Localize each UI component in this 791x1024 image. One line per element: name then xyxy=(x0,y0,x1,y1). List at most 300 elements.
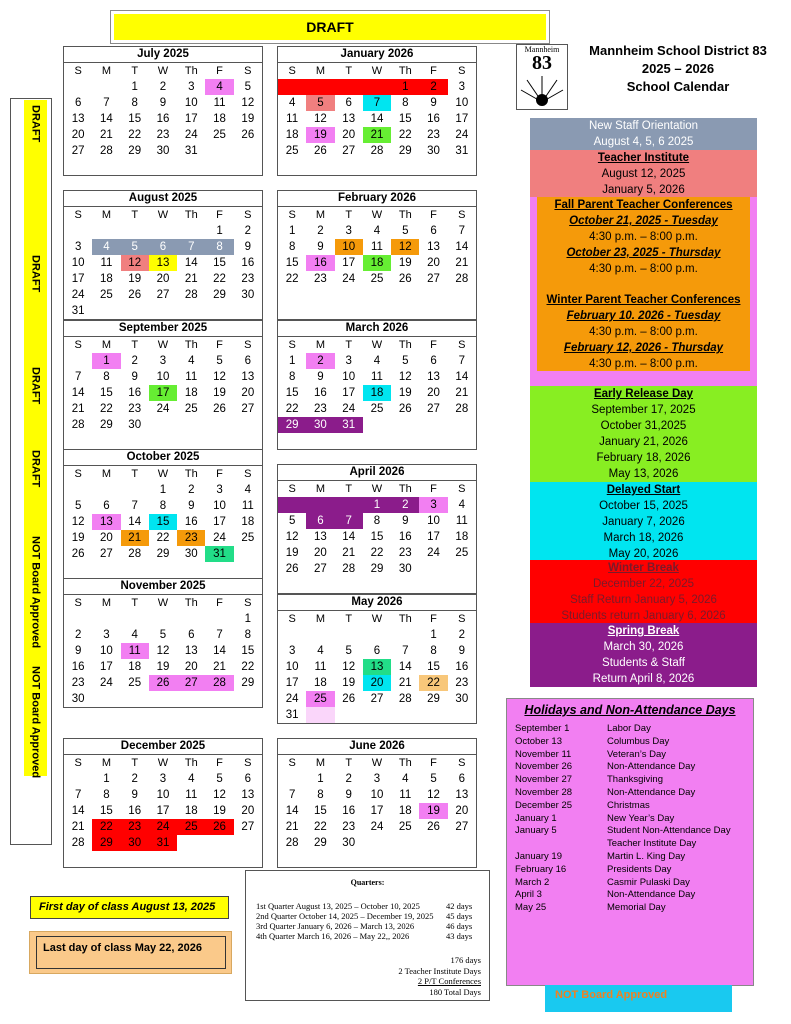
week-row xyxy=(64,417,262,433)
day-cell xyxy=(419,835,447,851)
day-cell xyxy=(64,851,92,867)
day-cell: 21 xyxy=(285,821,299,833)
day-cell: 18 xyxy=(314,677,327,689)
day-cell: 8 xyxy=(244,629,252,641)
day-cell: 13 xyxy=(241,371,255,383)
day-cell: 28 xyxy=(455,273,469,285)
day-cell: 15 xyxy=(398,113,412,125)
day-cell: 28 xyxy=(398,693,412,705)
district-logo xyxy=(516,44,568,110)
day-cell xyxy=(149,433,177,449)
day-cell: 6 xyxy=(430,225,437,237)
day-cell: 28 xyxy=(71,419,85,431)
month-grid xyxy=(63,465,263,579)
weekday-label: W xyxy=(371,65,383,77)
day-cell: 1 xyxy=(244,613,252,625)
day-cell: 31 xyxy=(149,835,177,851)
day-cell: 3 xyxy=(159,773,167,785)
legend-line: January 21, 2026 xyxy=(599,436,688,448)
quarter-row xyxy=(246,921,489,931)
day-cell: 20 xyxy=(427,257,440,269)
day-cell: 11 xyxy=(121,643,149,659)
day-cell: 19 xyxy=(241,113,255,125)
legend-heading: Winter Parent Teacher Conferences xyxy=(546,294,741,306)
holiday-date: November 11 xyxy=(515,748,572,760)
day-cell: 12 xyxy=(285,531,299,543)
day-cell xyxy=(278,771,306,787)
school-title xyxy=(578,42,778,96)
day-cell xyxy=(177,417,205,433)
weekday-label: Th xyxy=(184,339,198,351)
day-cell xyxy=(363,627,391,643)
weekday-label: S xyxy=(244,597,252,609)
weekday-label: W xyxy=(157,209,169,221)
day-cell: 28 xyxy=(370,145,384,157)
day-cell: 19 xyxy=(419,803,447,819)
day-cell xyxy=(419,287,447,303)
week-row xyxy=(64,127,262,143)
day-cell xyxy=(335,497,363,513)
legend-line: March 30, 2026 xyxy=(603,641,684,653)
day-cell: 29 xyxy=(241,677,255,689)
week-row xyxy=(64,79,262,95)
day-cell: 23 xyxy=(314,273,327,285)
weekday-label: S xyxy=(244,209,252,221)
day-cell xyxy=(64,353,92,369)
day-cell: 6 xyxy=(430,355,437,367)
day-cell: 6 xyxy=(74,97,82,109)
day-cell: 8 xyxy=(373,515,381,527)
day-cell: 10 xyxy=(427,515,440,527)
holiday-row xyxy=(507,736,753,749)
week-row xyxy=(278,627,476,643)
day-cell xyxy=(121,159,149,175)
weekday-label: W xyxy=(371,757,383,769)
day-cell xyxy=(121,223,149,239)
day-cell xyxy=(306,627,334,643)
first-day-label: First day of class August 13, 2025 xyxy=(30,896,229,919)
day-cell xyxy=(419,159,447,175)
day-cell: 8 xyxy=(103,789,110,801)
day-cell: 14 xyxy=(398,661,412,673)
day-cell: 23 xyxy=(314,403,327,415)
side-label: NOT Board Approved xyxy=(29,536,42,649)
week-row xyxy=(278,417,476,433)
month-calendar xyxy=(277,46,477,176)
day-cell: 26 xyxy=(149,675,177,691)
day-cell: 18 xyxy=(285,129,299,141)
day-cell: 9 xyxy=(430,97,437,109)
weekday-label: F xyxy=(216,209,223,221)
legend-line: October 15, 2025 xyxy=(599,500,688,512)
day-cell: 16 xyxy=(241,257,255,269)
holiday-row xyxy=(507,889,753,902)
legend-line: May 13, 2026 xyxy=(608,468,679,480)
day-cell: 24 xyxy=(156,403,170,415)
month-grid xyxy=(277,336,477,450)
day-cell: 9 xyxy=(317,371,324,383)
day-cell xyxy=(234,851,262,867)
quarter-days: 46 days xyxy=(446,921,473,931)
school-year: 2025 – 2026 xyxy=(641,61,715,76)
day-cell xyxy=(205,562,233,578)
day-cell: 7 xyxy=(74,789,82,801)
day-cell: 18 xyxy=(241,516,255,528)
day-cell xyxy=(335,303,363,319)
week-row xyxy=(278,691,476,707)
day-cell: 3 xyxy=(345,355,352,367)
week-row xyxy=(278,401,476,417)
holiday-date: September 1 xyxy=(515,723,570,734)
quarter-days: 45 days xyxy=(446,911,473,921)
day-cell xyxy=(419,417,447,433)
day-cell: 13 xyxy=(427,241,440,253)
day-cell xyxy=(205,159,233,175)
day-cell: 22 xyxy=(128,129,142,141)
day-cell xyxy=(177,303,205,319)
week-row xyxy=(64,401,262,417)
quarter-row xyxy=(246,901,489,911)
week-row xyxy=(64,787,262,803)
week-row xyxy=(64,143,262,159)
day-cell: 17 xyxy=(71,273,85,285)
day-cell: 16 xyxy=(128,805,142,817)
day-cell: 14 xyxy=(455,371,469,383)
day-cell xyxy=(448,433,476,449)
day-cell: 9 xyxy=(159,97,167,109)
day-cell: 28 xyxy=(285,837,299,849)
legend-conferences xyxy=(537,197,750,371)
day-cell: 28 xyxy=(184,289,198,301)
day-cell: 30 xyxy=(455,693,469,705)
day-cell xyxy=(419,707,447,723)
day-cell: 8 xyxy=(103,371,110,383)
day-cell: 22 xyxy=(285,273,299,285)
day-cell: 26 xyxy=(285,563,299,575)
day-cell xyxy=(391,287,419,303)
legend-line: January 5, 2026 xyxy=(602,184,685,196)
week-row xyxy=(278,561,476,577)
month-calendar xyxy=(277,464,477,594)
weekday-header xyxy=(278,481,476,497)
legend-line: February 18, 2026 xyxy=(596,452,691,464)
day-cell: 8 xyxy=(430,645,437,657)
day-cell xyxy=(121,433,149,449)
month-title: July 2025 xyxy=(63,46,263,62)
day-cell xyxy=(363,835,391,851)
month-calendar xyxy=(63,46,263,176)
month-calendar xyxy=(63,190,263,320)
day-cell: 22 xyxy=(314,821,327,833)
weekday-label: F xyxy=(216,757,223,769)
weekday-label: S xyxy=(288,613,296,625)
holiday-row xyxy=(507,787,753,800)
day-cell: 2 xyxy=(244,225,252,237)
day-cell: 15 xyxy=(285,387,299,399)
week-row xyxy=(278,529,476,545)
day-cell: 25 xyxy=(100,289,113,301)
day-cell xyxy=(306,497,334,513)
day-cell: 21 xyxy=(71,821,85,833)
holiday-row xyxy=(507,761,753,774)
day-cell: 21 xyxy=(363,127,391,143)
day-cell: 25 xyxy=(128,677,142,689)
day-cell: 11 xyxy=(185,371,198,383)
day-cell: 19 xyxy=(71,532,85,544)
day-cell: 21 xyxy=(342,547,356,559)
holiday-row xyxy=(507,838,753,851)
legend-line: September 17, 2025 xyxy=(591,404,696,416)
side-label: DRAFT xyxy=(29,367,42,405)
day-cell: 21 xyxy=(398,677,412,689)
day-cell: 29 xyxy=(213,289,226,301)
day-cell: 27 xyxy=(100,548,113,560)
day-cell: 20 xyxy=(314,547,327,559)
day-cell: 12 xyxy=(342,661,356,673)
weekday-label: F xyxy=(430,65,437,77)
weekday-label: M xyxy=(101,757,111,769)
day-cell xyxy=(391,417,419,433)
day-cell: 11 xyxy=(241,500,254,512)
week-row xyxy=(64,353,262,369)
week-row xyxy=(64,111,262,127)
weekday-label: T xyxy=(345,339,353,351)
day-cell: 31 xyxy=(184,145,198,157)
day-cell xyxy=(205,143,233,159)
day-cell: 12 xyxy=(213,371,226,383)
day-cell: 2 xyxy=(391,497,419,513)
day-cell: 29 xyxy=(370,563,384,575)
day-cell: 5 xyxy=(159,629,167,641)
weekday-label: M xyxy=(315,339,325,351)
week-row xyxy=(64,691,262,707)
total-line: 2 Teacher Institute Days xyxy=(398,965,481,976)
day-cell: 16 xyxy=(314,387,327,399)
day-cell xyxy=(234,303,262,319)
day-cell: 12 xyxy=(398,371,412,383)
quarter-days: 42 days xyxy=(446,901,473,911)
weekday-header xyxy=(64,207,262,223)
week-row xyxy=(278,223,476,239)
day-cell: 20 xyxy=(363,675,391,691)
day-cell: 30 xyxy=(306,417,334,433)
holiday-date: January 5 xyxy=(515,825,557,837)
month-title: August 2025 xyxy=(63,190,263,206)
day-cell: 29 xyxy=(314,837,327,849)
week-row xyxy=(64,223,262,239)
day-cell: 16 xyxy=(427,113,440,125)
day-cell xyxy=(234,143,262,159)
side-label: DRAFT xyxy=(29,105,42,143)
day-cell: 9 xyxy=(131,371,138,383)
day-cell xyxy=(64,223,92,239)
day-cell xyxy=(234,433,262,449)
day-cell: 12 xyxy=(241,97,255,109)
week-row xyxy=(278,385,476,401)
holiday-date: November 26 xyxy=(515,761,573,773)
week-row xyxy=(278,643,476,659)
calendar-label: School Calendar xyxy=(626,79,730,94)
day-cell: 2 xyxy=(74,629,82,641)
day-cell: 6 xyxy=(306,513,334,529)
holidays-list xyxy=(507,723,753,915)
day-cell xyxy=(92,159,120,175)
day-cell: 18 xyxy=(128,661,142,673)
day-cell: 3 xyxy=(74,241,82,253)
legend-date: February 10. 2026 - Tuesday xyxy=(566,310,721,322)
day-cell: 22 xyxy=(370,547,384,559)
day-cell xyxy=(306,577,334,593)
day-cell: 31 xyxy=(205,546,233,562)
day-cell xyxy=(363,433,391,449)
weekday-label: Th xyxy=(398,339,412,351)
legend-heading: Fall Parent Teacher Conferences xyxy=(554,199,733,211)
day-cell: 14 xyxy=(71,387,85,399)
month-grid xyxy=(277,480,477,594)
day-cell xyxy=(363,287,391,303)
day-cell: 8 xyxy=(131,97,138,109)
side-label: DRAFT xyxy=(29,255,42,293)
weekday-header xyxy=(278,207,476,223)
weekday-label: S xyxy=(74,597,82,609)
day-cell xyxy=(278,497,306,513)
day-cell: 26 xyxy=(342,693,356,705)
day-cell xyxy=(363,159,391,175)
day-cell: 30 xyxy=(342,837,356,849)
day-cell: 8 xyxy=(159,500,167,512)
day-cell: 20 xyxy=(156,273,170,285)
day-cell xyxy=(335,851,363,867)
day-cell: 4 xyxy=(317,645,324,657)
weekday-label: T xyxy=(345,65,353,77)
holiday-row xyxy=(507,813,753,826)
day-cell: 4 xyxy=(373,355,381,367)
holiday-name: Labor Day xyxy=(607,723,651,734)
day-cell: 14 xyxy=(100,113,113,125)
month-title: December 2025 xyxy=(63,738,263,754)
weekday-label: S xyxy=(74,65,82,77)
quarter-range: 3rd Quarter January 6, 2026 – March 13, 2026 xyxy=(256,921,415,931)
legend-line: August 12, 2025 xyxy=(601,168,686,180)
weekday-label: S xyxy=(458,65,466,77)
day-cell xyxy=(391,303,419,319)
day-cell xyxy=(391,851,419,867)
day-cell: 26 xyxy=(314,145,327,157)
day-cell: 27 xyxy=(71,145,85,157)
day-cell: 17 xyxy=(285,677,299,689)
day-cell: 10 xyxy=(335,239,363,255)
day-cell: 14 xyxy=(455,241,469,253)
day-cell: 30 xyxy=(156,145,170,157)
legend-heading: Spring Break xyxy=(607,625,680,637)
weekday-label: T xyxy=(345,613,353,625)
day-cell: 28 xyxy=(455,403,469,415)
holiday-row xyxy=(507,825,753,838)
day-cell: 13 xyxy=(342,113,356,125)
day-cell: 25 xyxy=(370,403,384,415)
day-cell xyxy=(363,851,391,867)
holidays-title: Holidays and Non-Attendance Days xyxy=(524,703,736,717)
day-cell: 10 xyxy=(455,97,469,109)
week-row xyxy=(64,287,262,303)
day-cell: 9 xyxy=(188,500,195,512)
weekday-label: F xyxy=(430,757,437,769)
week-row xyxy=(64,611,262,627)
day-cell: 30 xyxy=(427,145,440,157)
weekday-label: W xyxy=(157,597,169,609)
day-cell: 19 xyxy=(213,805,226,817)
legend-date: October 23, 2025 - Thursday xyxy=(566,247,721,259)
day-cell: 2 xyxy=(306,353,334,369)
day-cell: 12 xyxy=(71,516,85,528)
month-grid xyxy=(277,62,477,176)
day-cell: 27 xyxy=(455,821,469,833)
day-cell: 2 xyxy=(419,79,447,95)
month-grid xyxy=(63,206,263,320)
day-cell: 1 xyxy=(391,79,419,95)
weekday-label: F xyxy=(430,339,437,351)
day-cell: 29 xyxy=(92,835,120,851)
week-row xyxy=(278,545,476,561)
legend-delayed-start xyxy=(530,482,757,560)
weekday-label: M xyxy=(101,468,111,480)
legend-time: 4:30 p.m. – 8:00 p.m. xyxy=(589,231,698,243)
weekday-label: F xyxy=(216,597,223,609)
day-cell xyxy=(149,851,177,867)
weekday-label: W xyxy=(157,339,169,351)
day-cell: 18 xyxy=(398,805,412,817)
holiday-date: January 19 xyxy=(515,850,563,862)
day-cell: 27 xyxy=(342,145,356,157)
week-row xyxy=(278,851,476,867)
week-row xyxy=(278,497,476,513)
week-row xyxy=(64,482,262,498)
holiday-row xyxy=(507,800,753,813)
day-cell: 9 xyxy=(402,515,409,527)
weekday-label: M xyxy=(101,209,111,221)
legend-time: 4:30 p.m. – 8:00 p.m. xyxy=(589,326,698,338)
day-cell: 6 xyxy=(458,773,466,785)
day-cell: 6 xyxy=(345,97,352,109)
quarter-row xyxy=(246,931,489,941)
day-cell xyxy=(149,417,177,433)
day-cell: 30 xyxy=(241,289,255,301)
legend-heading: Delayed Start xyxy=(606,484,681,496)
day-cell: 17 xyxy=(427,531,440,543)
day-cell xyxy=(363,417,391,433)
day-cell: 8 xyxy=(317,789,324,801)
week-row xyxy=(64,675,262,691)
day-cell: 24 xyxy=(342,403,356,415)
day-cell: 21 xyxy=(71,403,85,415)
day-cell xyxy=(64,771,92,787)
day-cell: 14 xyxy=(184,257,198,269)
day-cell xyxy=(278,159,306,175)
day-cell xyxy=(121,691,149,707)
day-cell xyxy=(92,691,120,707)
day-cell: 18 xyxy=(184,805,198,817)
month-calendar xyxy=(63,738,263,868)
day-cell: 17 xyxy=(370,805,384,817)
day-cell xyxy=(278,577,306,593)
weekday-label: S xyxy=(458,483,466,495)
day-cell xyxy=(391,707,419,723)
day-cell: 26 xyxy=(71,548,85,560)
month-title: April 2026 xyxy=(277,464,477,480)
day-cell: 3 xyxy=(288,645,296,657)
week-row xyxy=(64,271,262,287)
day-cell xyxy=(419,303,447,319)
